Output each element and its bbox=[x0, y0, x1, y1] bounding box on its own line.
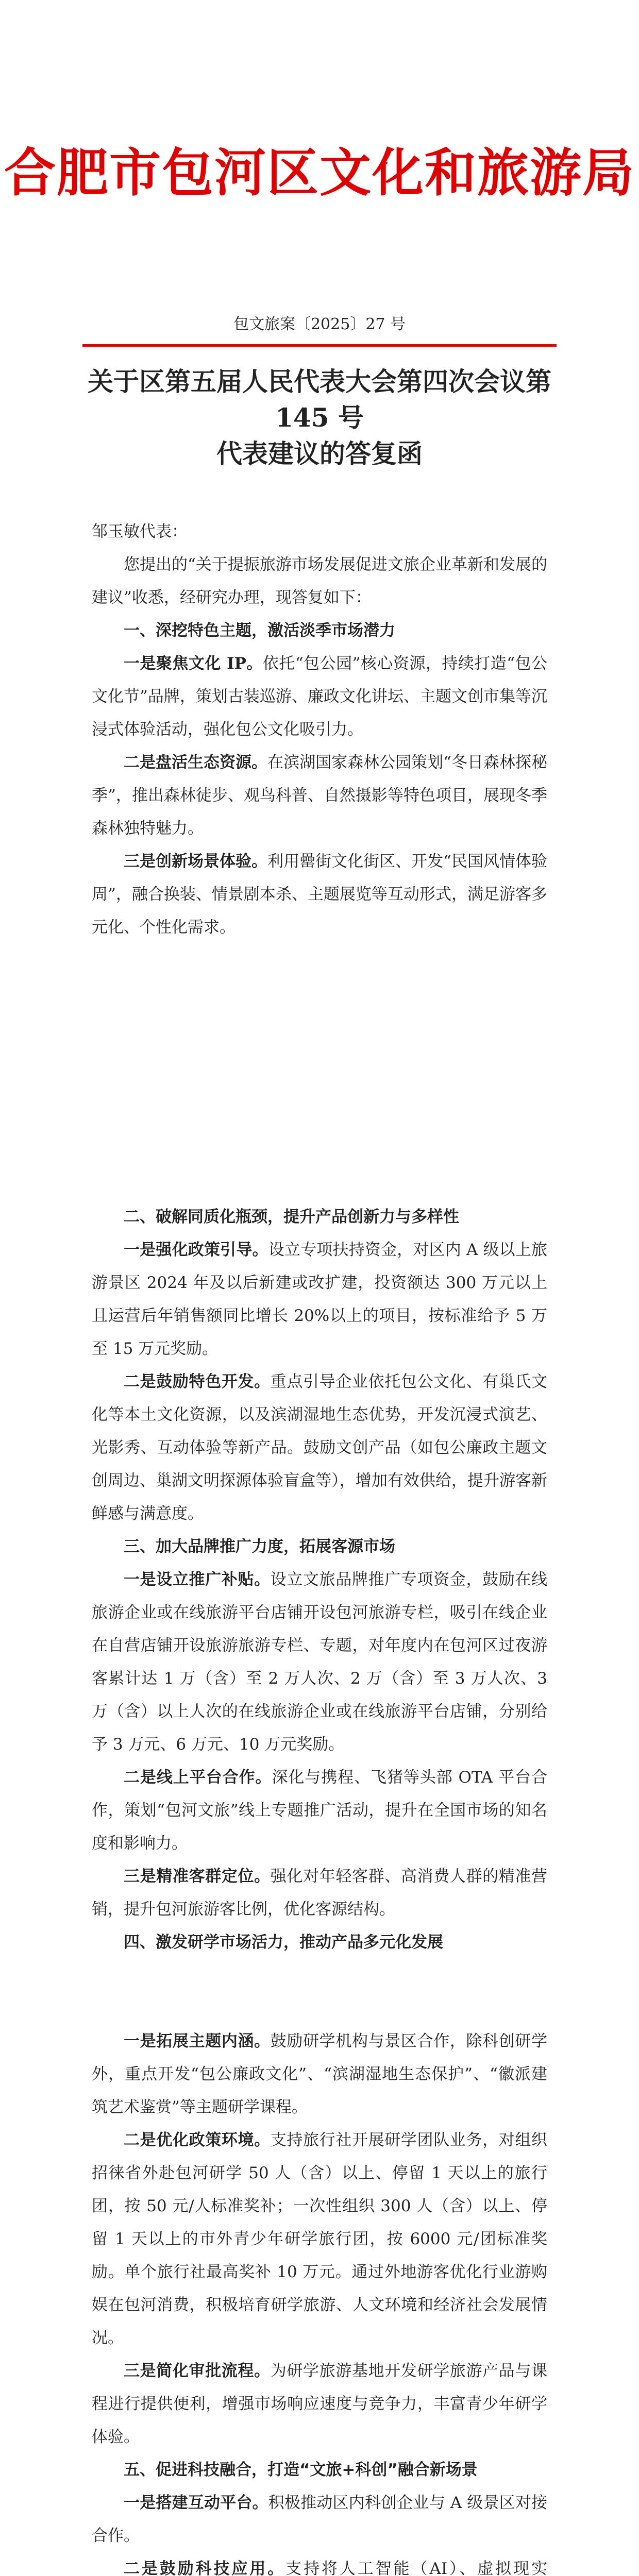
item-lead: 一是拓展主题内涵。 bbox=[124, 2032, 271, 2050]
section-1-item-1 bbox=[92, 647, 547, 746]
item-text: 鼓励研学机构与景区合作，除科创研学外，重点开发“包公廉政文化”、“滨湖湿地生态保护”、“徽派建筑艺术鉴赏”等主题研学课程。 bbox=[92, 2032, 548, 2116]
item-text: 强化对年轻客群、高消费人群的精准营销，提升包河旅游客比例，优化客源结构。 bbox=[92, 1867, 548, 1919]
item-text: 积极推动区内科创企业与 A 级景区对接合作。 bbox=[92, 2494, 548, 2545]
section-1-heading: 一、深挖特色主题，激活淡季市场潜力 bbox=[124, 621, 395, 640]
section-5-item-2 bbox=[92, 2552, 547, 2576]
item-text: 深化与携程、飞猪等头部 OTA 平台合作，策划“包河文旅”线上专题推广活动，提升在全国市场的知名度和影响力。 bbox=[92, 1768, 547, 1853]
section-3-item-3 bbox=[92, 1860, 547, 1926]
item-text: 设立专项扶持资金，对区内 A 级以上旅游景区 2024 年及以后新建或改扩建，投资额达 300 万元以上且运营后年销售额同比增长 20%以上的项目，按标准给予 5 万至 15 万元奖励。 bbox=[92, 1241, 548, 1358]
title-line-2: 代表建议的答复函 bbox=[216, 438, 423, 469]
section-1-item-2 bbox=[92, 746, 547, 845]
section-4-item-3 bbox=[92, 2354, 547, 2453]
section-2-item-1 bbox=[92, 1233, 547, 1365]
item-text: 依托“包公园”核心资源，持续打造“包公文化节”品牌，策划古装巡游、廉政文化讲坛、主题文创市集等沉浸式体验活动，强化包公文化吸引力。 bbox=[92, 654, 547, 739]
item-lead: 二是优化政策环境。 bbox=[124, 2131, 271, 2149]
item-text: 为研学旅游基地开发研学旅游产品与课程进行提供便利，增强市场响应速度与竞争力，丰富青少年研学体验。 bbox=[92, 2362, 548, 2446]
item-lead: 一是强化政策引导。 bbox=[124, 1241, 268, 1259]
body-part-3 bbox=[92, 2025, 547, 2576]
section-2-item-2 bbox=[92, 1365, 547, 1530]
item-text: 支持将人工智能（AI）、虚拟现实 bbox=[285, 2560, 548, 2576]
item-lead: 二是鼓励科技应用。 bbox=[124, 2560, 286, 2576]
salutation: 邹玉敏代表： bbox=[92, 522, 188, 541]
body-part-1 bbox=[92, 515, 547, 944]
item-lead: 一是搭建互动平台。 bbox=[124, 2494, 268, 2512]
item-text: 在滨湖国家森林公园策划“冬日森林探秘季”，推出森林徒步、观鸟科普、自然摄影等特色项目，展现冬季森林独特魅力。 bbox=[92, 753, 548, 838]
item-text: 利用罍街文化街区、开发“民国风情体验周”，融合换装、情景剧本杀、主题展览等互动形式，满足游客多元化、个性化需求。 bbox=[92, 852, 548, 937]
item-text: 重点引导企业依托包公文化、有巢氏文化等本土文化资源，以及滨湖湿地生态优势，开发沉浸式演艺、光影秀、互动体验等新产品。鼓励文创产品（如包公廉政主题文创周边、巢湖文明探源体验盲盒等），增加有效供给，提升游客新鲜感与满意度。 bbox=[92, 1372, 548, 1523]
item-lead: 二是线上平台合作。 bbox=[124, 1768, 272, 1787]
section-1-item-3 bbox=[92, 845, 547, 944]
document-number: 包文旅案〔2025〕27 号 bbox=[233, 315, 406, 333]
item-lead: 一是设立推广补贴。 bbox=[124, 1570, 271, 1589]
section-3-item-1 bbox=[92, 1563, 547, 1761]
body-part-2 bbox=[92, 1200, 547, 1959]
item-lead: 三是简化审批流程。 bbox=[124, 2362, 271, 2380]
item-lead: 三是精准客群定位。 bbox=[124, 1867, 271, 1886]
intro-paragraph: 您提出的“关于提振旅游市场发展促进文旅企业革新和发展的建议”收悉，经研究办理，现答复如下： bbox=[92, 555, 547, 607]
section-3-heading: 三、加大品牌推广力度，拓展客源市场 bbox=[124, 1537, 395, 1556]
item-text: 设立文旅品牌推广专项资金，鼓励在线旅游企业或在线旅游平台店铺开设包河旅游专栏，吸引在线企业在自营店铺开设旅游旅游专栏、专题，对年度内在包河区过夜游客累计达 1 万（含）至 2 万人次、2 万（含）至 3 万人次、3 万（含）以上人次的在线旅游企业或在线旅游平台店铺，分别给予 3 万元、6 万元、10 万元奖励。 bbox=[92, 1570, 548, 1754]
section-4-heading: 四、激发研学市场活力，推动产品多元化发展 bbox=[124, 1933, 443, 1952]
item-text: 支持旅行社开展研学团队业务，对组织招徕省外赴包河研学 50 人（含）以上、停留 1 天以上的旅行团，按 50 元/人标准奖补；一次性组织 300 人（含）以上、停留 1 天以上的市外青少年研学旅行团，按 6000 元/团标准奖励。单个旅行社最高奖补 10 万元。通过外地游客优化行业游购娱在包河消费，积极培育研学旅游、人文环境和经济社会发展情况。 bbox=[92, 2131, 548, 2347]
item-lead: 二是盘活生态资源。 bbox=[124, 753, 268, 772]
masthead: 合肥市包河区文化和旅游局 bbox=[4, 143, 635, 203]
section-4-item-1 bbox=[92, 2025, 547, 2124]
section-5-heading: 五、促进科技融合，打造“文旅+科创”融合新场景 bbox=[124, 2461, 478, 2479]
section-5-item-1 bbox=[92, 2486, 547, 2552]
section-2-heading: 二、破解同质化瓶颈，提升产品创新力与多样性 bbox=[124, 1208, 459, 1226]
item-lead: 三是创新场景体验。 bbox=[124, 852, 268, 871]
section-4-item-2 bbox=[92, 2124, 547, 2354]
document-title bbox=[72, 364, 567, 472]
section-3-item-2 bbox=[92, 1761, 547, 1860]
item-lead: 一是聚焦文化 IP。 bbox=[124, 654, 263, 673]
item-lead: 二是鼓励特色开发。 bbox=[124, 1372, 271, 1391]
title-line-1: 关于区第五届人民代表大会第四次会议第 145 号 bbox=[88, 366, 551, 433]
red-divider bbox=[82, 344, 557, 347]
